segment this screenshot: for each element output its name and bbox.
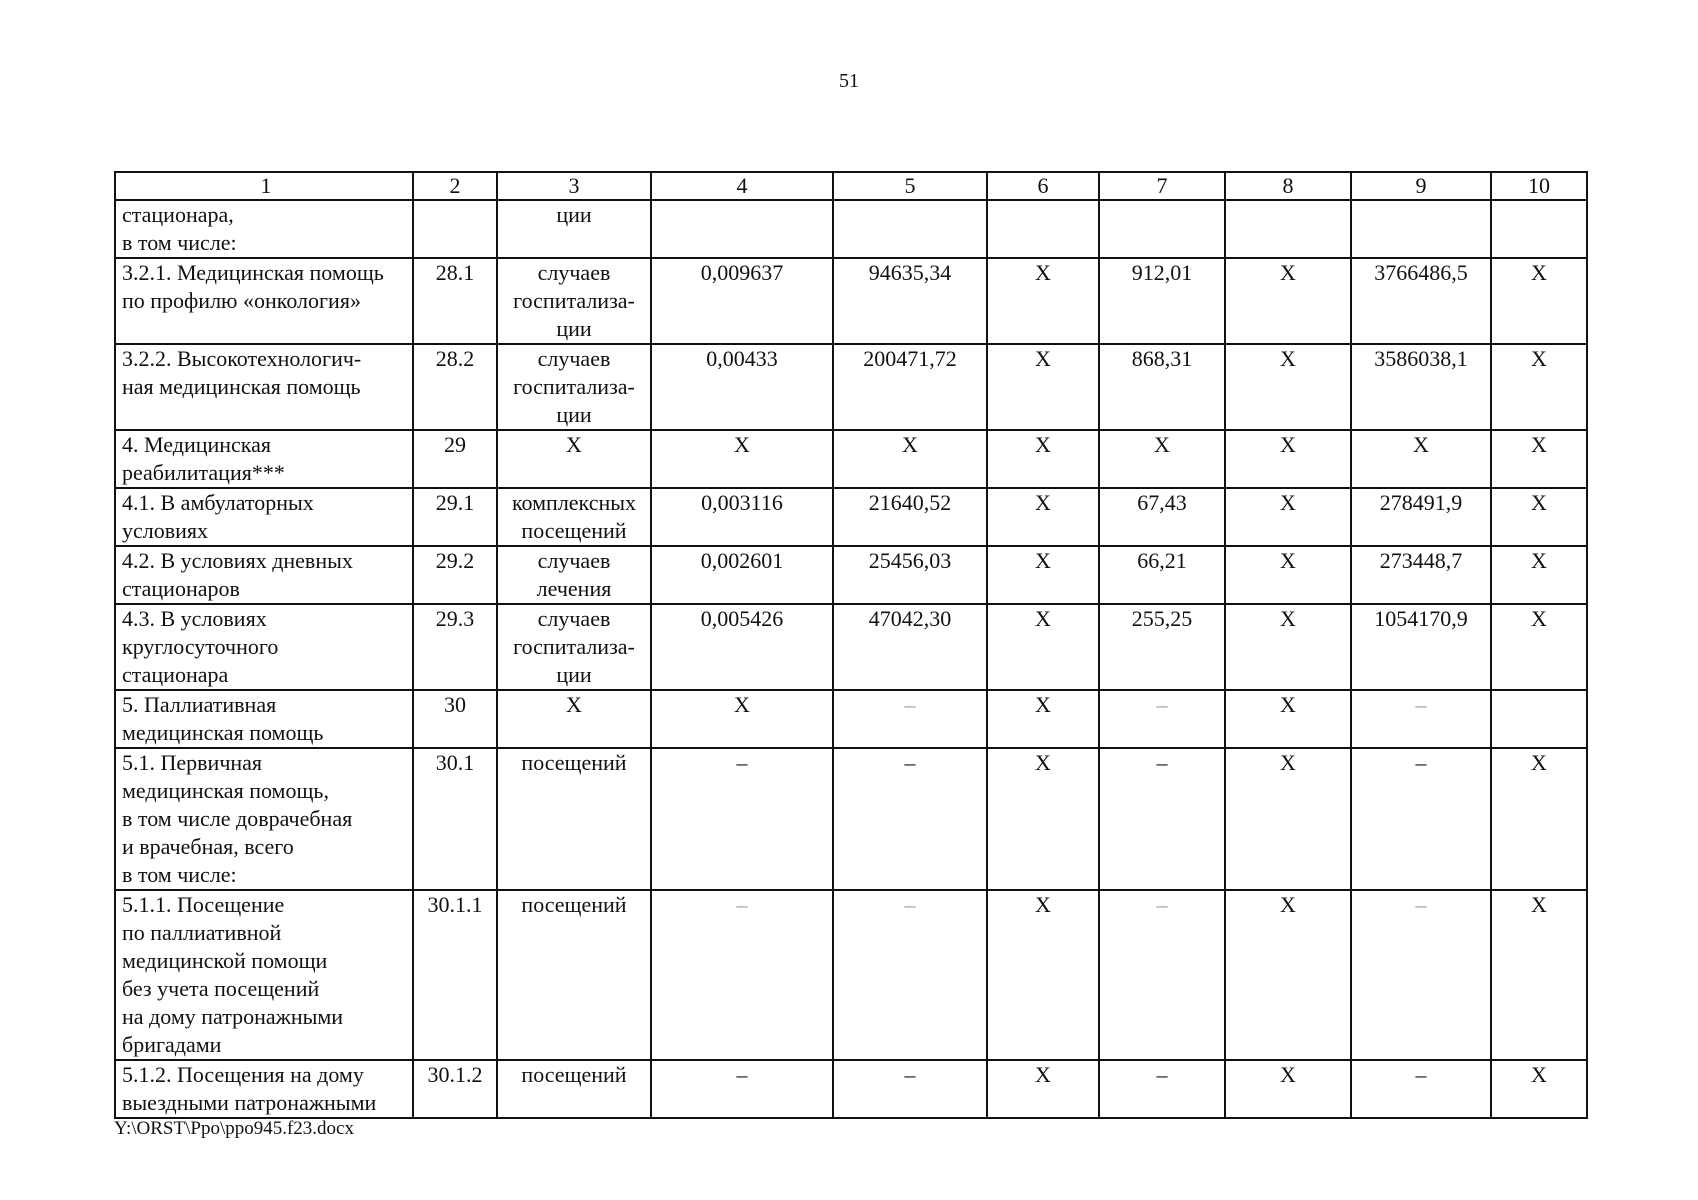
table-cell: Х [987, 546, 1099, 604]
table-row [115, 488, 1587, 546]
data-table [114, 171, 1588, 1119]
table-cell [1351, 200, 1491, 258]
table-cell: Х [1491, 890, 1587, 1060]
table-cell: Х [1225, 430, 1351, 488]
table-cell [651, 200, 833, 258]
table-row [115, 690, 1587, 748]
table-row [115, 258, 1587, 344]
table-cell [987, 200, 1099, 258]
table-cell: случаев госпитализа- ции [497, 604, 651, 690]
table-cell: 1054170,9 [1351, 604, 1491, 690]
table-cell: 29.1 [413, 488, 497, 546]
table-cell-name: 4.1. В амбулаторных условиях [115, 488, 413, 546]
table-cell: Х [1491, 344, 1587, 430]
header-cell: 2 [413, 172, 497, 200]
table-cell-name: 5. Паллиативная медицинская помощь [115, 690, 413, 748]
table-cell: – [1099, 1060, 1225, 1118]
table-row [115, 200, 1587, 258]
table-cell: 273448,7 [1351, 546, 1491, 604]
table-cell: Х [1491, 604, 1587, 690]
table-cell: посещений [497, 748, 651, 890]
table-cell: Х [497, 430, 651, 488]
page-number: 51 [839, 70, 859, 92]
table-cell: – [1351, 690, 1491, 748]
header-cell: 6 [987, 172, 1099, 200]
table-cell: 67,43 [1099, 488, 1225, 546]
table-cell: – [1351, 1060, 1491, 1118]
table-cell: случаев госпитализа- ции [497, 258, 651, 344]
table-cell: 30.1.1 [413, 890, 497, 1060]
table-cell: Х [1225, 258, 1351, 344]
table-row [115, 748, 1587, 890]
table-cell: Х [987, 258, 1099, 344]
table-cell: случаев лечения [497, 546, 651, 604]
table-cell: 25456,03 [833, 546, 987, 604]
table-row [115, 344, 1587, 430]
table-cell-name: 4. Медицинская реабилитация*** [115, 430, 413, 488]
header-cell: 8 [1225, 172, 1351, 200]
table-row [115, 546, 1587, 604]
table-cell: 278491,9 [1351, 488, 1491, 546]
table-cell-name: 5.1. Первичная медицинская помощь, в том числе доврачебная и врачебная, всего в том числе: [115, 748, 413, 890]
table-cell: – [833, 748, 987, 890]
table-cell: 200471,72 [833, 344, 987, 430]
table-cell-name: 3.2.2. Высокотехнологич- ная медицинская помощь [115, 344, 413, 430]
table-cell: 28.2 [413, 344, 497, 430]
table-cell-name: 5.1.2. Посещения на дому выездными патронажными [115, 1060, 413, 1118]
table-cell: – [1351, 890, 1491, 1060]
table-cell: 30.1 [413, 748, 497, 890]
table-cell: Х [987, 488, 1099, 546]
table-cell: Х [987, 344, 1099, 430]
table-row [115, 604, 1587, 690]
table-cell: Х [987, 690, 1099, 748]
table-header-row [115, 172, 1587, 200]
table-cell: Х [987, 890, 1099, 1060]
table-cell: Х [1491, 546, 1587, 604]
table-cell: Х [1491, 748, 1587, 890]
table-cell: – [833, 1060, 987, 1118]
table-cell [1099, 200, 1225, 258]
table-cell: 868,31 [1099, 344, 1225, 430]
table-cell: Х [651, 690, 833, 748]
table-cell: 3766486,5 [1351, 258, 1491, 344]
table-cell: Х [987, 604, 1099, 690]
table-cell: 0,009637 [651, 258, 833, 344]
header-cell: 4 [651, 172, 833, 200]
table-cell: Х [1491, 430, 1587, 488]
table-cell: Х [987, 1060, 1099, 1118]
table-cell: – [651, 1060, 833, 1118]
table-cell: 30 [413, 690, 497, 748]
table-cell: Х [1225, 690, 1351, 748]
table-cell-name: 3.2.1. Медицинская помощь по профилю «онкология» [115, 258, 413, 344]
table-cell: Х [1225, 890, 1351, 1060]
footer-file-path: Y:\ORST\Ppo\ppo945.f23.docx [114, 1118, 354, 1139]
table-cell: – [1099, 890, 1225, 1060]
table-body [115, 172, 1587, 1118]
table-row [115, 890, 1587, 1060]
table-cell: – [833, 890, 987, 1060]
table-cell: Х [1099, 430, 1225, 488]
table-cell: 0,005426 [651, 604, 833, 690]
table-cell: Х [987, 748, 1099, 890]
table-cell: Х [1351, 430, 1491, 488]
table-cell [1491, 690, 1587, 748]
table-cell: 30.1.2 [413, 1060, 497, 1118]
table-cell: Х [497, 690, 651, 748]
table-cell: 255,25 [1099, 604, 1225, 690]
table-cell: 29.3 [413, 604, 497, 690]
table-cell: 66,21 [1099, 546, 1225, 604]
header-cell: 5 [833, 172, 987, 200]
table-cell [1491, 200, 1587, 258]
table-cell: случаев госпитализа- ции [497, 344, 651, 430]
table-cell: 28.1 [413, 258, 497, 344]
table-cell: – [833, 690, 987, 748]
table-cell: 29.2 [413, 546, 497, 604]
table-cell-name: 4.2. В условиях дневных стационаров [115, 546, 413, 604]
table-cell: 0,002601 [651, 546, 833, 604]
table-cell: 47042,30 [833, 604, 987, 690]
table-cell: Х [1225, 546, 1351, 604]
table-cell: Х [1491, 1060, 1587, 1118]
header-cell: 3 [497, 172, 651, 200]
table-cell: – [651, 748, 833, 890]
table-cell: Х [833, 430, 987, 488]
table-cell: 3586038,1 [1351, 344, 1491, 430]
table-cell: 94635,34 [833, 258, 987, 344]
table-cell: Х [1491, 488, 1587, 546]
table-cell: Х [1225, 748, 1351, 890]
table-cell: Х [1225, 604, 1351, 690]
table-cell [1225, 200, 1351, 258]
table-cell: комплексных посещений [497, 488, 651, 546]
table-cell: Х [651, 430, 833, 488]
header-cell: 7 [1099, 172, 1225, 200]
table-cell-name: стационара, в том числе: [115, 200, 413, 258]
table-cell [413, 200, 497, 258]
table-cell: – [651, 890, 833, 1060]
table-cell: – [1351, 748, 1491, 890]
table-cell: Х [1491, 258, 1587, 344]
table-cell: – [1099, 748, 1225, 890]
table-cell: 912,01 [1099, 258, 1225, 344]
table-cell-name: 5.1.1. Посещение по паллиативной медицинской помощи без учета посещений на дому патронажными бригадами [115, 890, 413, 1060]
table-cell: 21640,52 [833, 488, 987, 546]
table-cell [833, 200, 987, 258]
table-cell: 0,003116 [651, 488, 833, 546]
table-cell: посещений [497, 890, 651, 1060]
header-cell: 1 [115, 172, 413, 200]
table-cell: ции [497, 200, 651, 258]
header-cell: 9 [1351, 172, 1491, 200]
table-cell: 0,00433 [651, 344, 833, 430]
table-cell: Х [987, 430, 1099, 488]
table-row [115, 430, 1587, 488]
table-cell: – [1099, 690, 1225, 748]
header-cell: 10 [1491, 172, 1587, 200]
table-cell: Х [1225, 344, 1351, 430]
table-cell: 29 [413, 430, 497, 488]
table-row [115, 1060, 1587, 1118]
table-cell: Х [1225, 488, 1351, 546]
table-cell-name: 4.3. В условиях круглосуточного стационара [115, 604, 413, 690]
table-cell: посещений [497, 1060, 651, 1118]
table-cell: Х [1225, 1060, 1351, 1118]
